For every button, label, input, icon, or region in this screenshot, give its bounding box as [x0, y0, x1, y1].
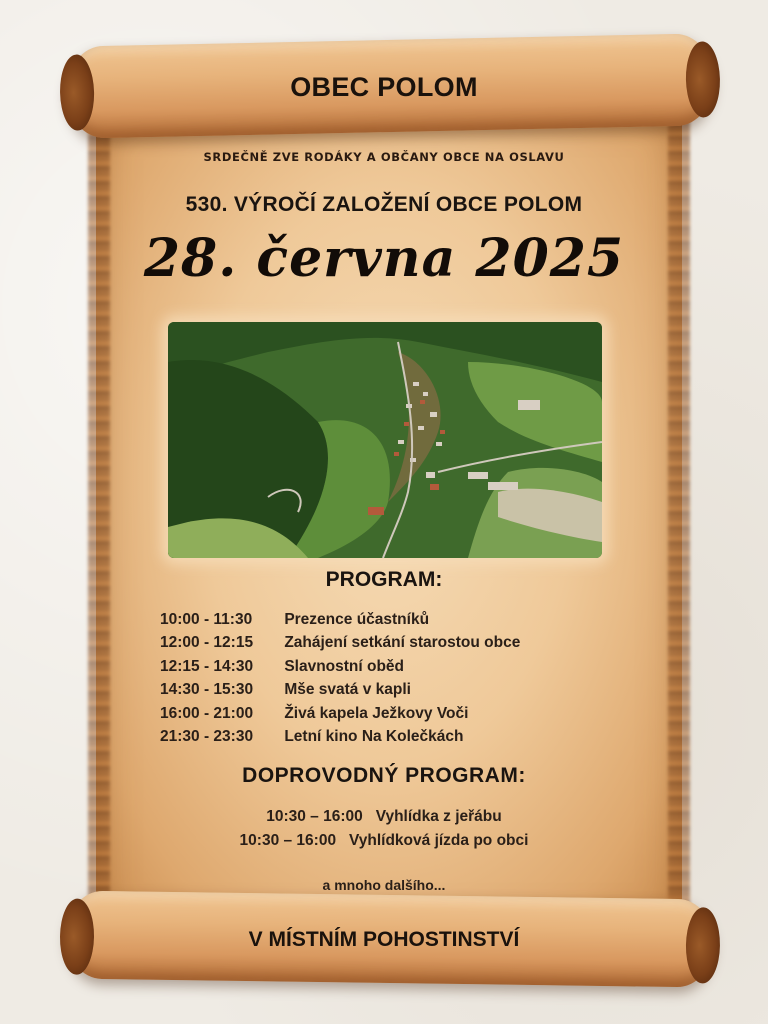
program-heading: PROGRAM: — [325, 568, 443, 591]
program-item — [160, 608, 620, 631]
more-events-note: a mnoho dalšího... — [322, 877, 446, 893]
side-program-list — [0, 805, 768, 853]
program-label: Slavnostní oběd — [284, 657, 405, 675]
side-program-item — [0, 805, 768, 829]
program-label: Letní kino Na Kolečkách — [284, 727, 464, 745]
program-time: 10:00 - 11:30 — [160, 611, 253, 628]
side-program-time: 10:30 – 16:00 — [239, 832, 337, 849]
program-label: Mše svatá v kapli — [284, 681, 411, 699]
venue-footer: V MÍSTNÍM POHOSTINSTVÍ — [248, 928, 520, 951]
invitation-subtitle: SRDEČNĚ ZVE RODÁKY A OBČANY OBCE NA OSLAVU — [203, 150, 565, 164]
program-time: 12:00 - 12:15 — [160, 634, 254, 652]
program-time: 21:30 - 23:30 — [160, 727, 254, 745]
village-title: OBEC POLOM — [290, 72, 478, 102]
program-label: Zahájení setkání starostou obce — [284, 634, 521, 652]
program-item — [160, 725, 620, 748]
program-item — [160, 678, 620, 701]
event-date: 28. června 2025 — [143, 228, 625, 289]
program-item — [160, 631, 620, 654]
program-time: 14:30 - 15:30 — [160, 681, 254, 699]
side-program-item — [0, 829, 768, 853]
aerial-village-photo — [168, 322, 602, 558]
program-item — [160, 702, 620, 725]
program-label: Prezence účastníků — [284, 611, 430, 628]
side-program-time: 10:30 – 16:00 — [266, 808, 363, 825]
side-program-label: Vyhlídková jízda po obci — [349, 832, 529, 849]
program-label: Živá kapela Ježkovy Voči — [284, 704, 469, 722]
side-program-heading: DOPROVODNÝ PROGRAM: — [242, 764, 526, 787]
program-time: 12:15 - 14:30 — [160, 657, 254, 675]
anniversary-heading: 530. VÝROČÍ ZALOŽENÍ OBCE POLOM — [185, 193, 583, 216]
program-item — [160, 655, 620, 678]
program-time: 16:00 - 21:00 — [160, 704, 254, 722]
program-list — [160, 608, 620, 748]
side-program-label: Vyhlídka z jeřábu — [375, 808, 502, 825]
